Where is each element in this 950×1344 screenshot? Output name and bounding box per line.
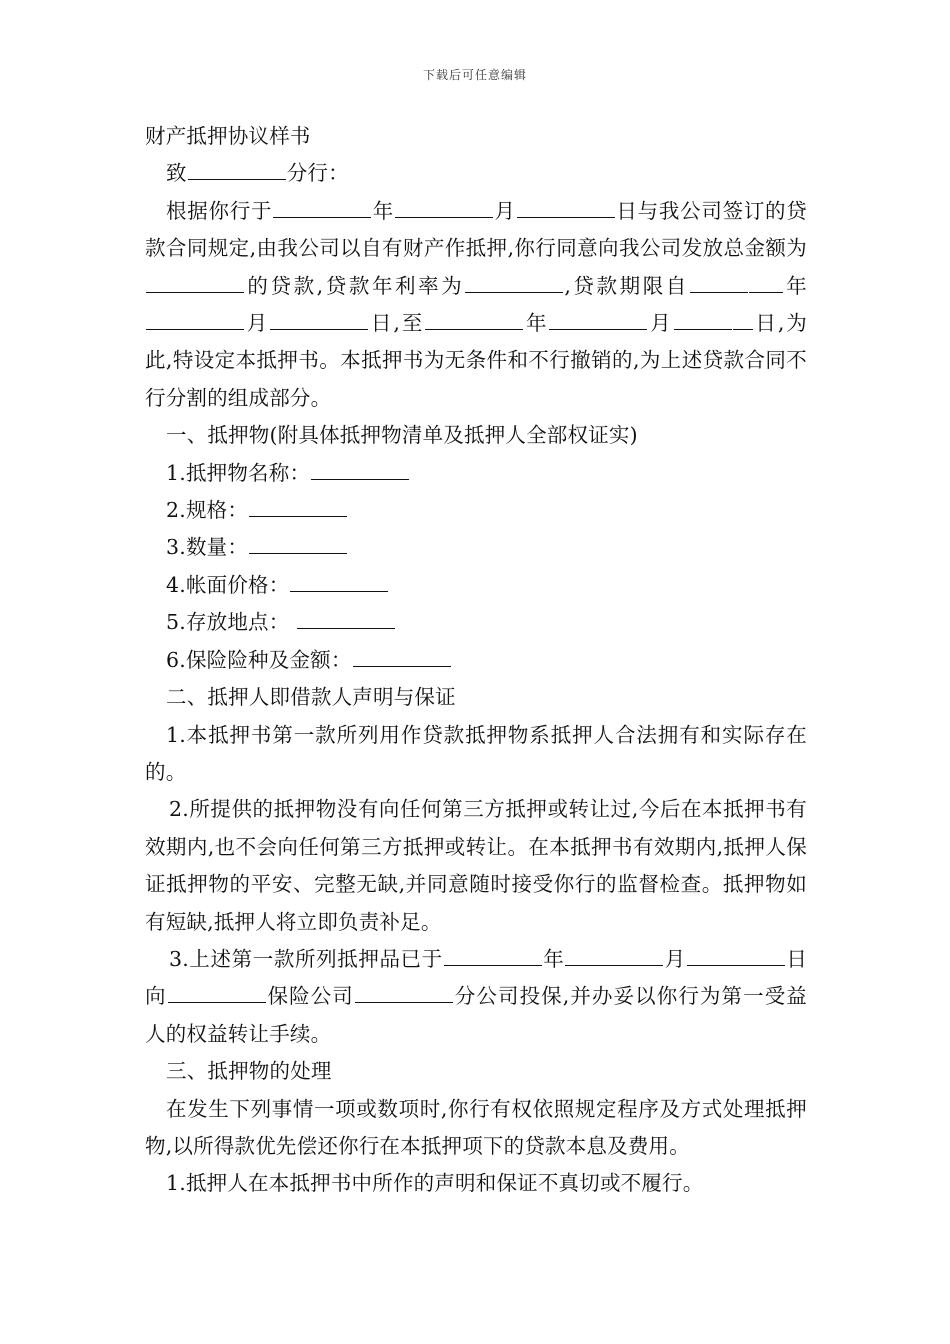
document-body: [145, 118, 807, 1203]
item-insurance: 6.保险险种及金额：: [145, 642, 807, 679]
blank-term-start-year-a[interactable]: [690, 270, 748, 293]
header-note: 下载后可任意编辑: [422, 68, 527, 82]
blank-insurer[interactable]: [168, 980, 266, 1003]
blank-insured-year[interactable]: [444, 943, 542, 966]
blank-sign-year[interactable]: [273, 195, 371, 218]
blank-item-insurance[interactable]: [353, 644, 451, 667]
blank-term-end-day-b[interactable]: [733, 307, 753, 330]
section2-heading: 二、抵押人即借款人声明与保证: [166, 685, 456, 710]
section1-heading: 一、抵押物(附具体抵押物清单及抵押人全部权证实): [166, 423, 638, 448]
section2-clause1: 1.本抵押书第一款所列用作贷款抵押物系抵押人合法拥有和实际存在的。: [145, 722, 807, 784]
item-spec: 2.规格：: [145, 492, 807, 529]
blank-term-end-month[interactable]: [549, 307, 647, 330]
salutation: 致 分行：: [145, 155, 807, 192]
blank-item-quantity[interactable]: [249, 531, 347, 554]
blank-item-name[interactable]: [311, 457, 409, 480]
blank-branch[interactable]: [188, 157, 286, 180]
item-name: 1.抵押物名称：: [145, 455, 807, 492]
blank-item-location[interactable]: [297, 606, 395, 629]
section3-clause1: 1.抵押人在本抵押书中所作的声明和保证不真切或不履行。: [166, 1171, 704, 1196]
document-title: 财产抵押协议样书: [145, 124, 311, 148]
blank-term-end-day-a[interactable]: [674, 307, 732, 330]
blank-item-spec[interactable]: [249, 494, 347, 517]
blank-insured-month[interactable]: [565, 943, 663, 966]
blank-sign-day[interactable]: [517, 195, 615, 218]
blank-insured-day[interactable]: [687, 943, 785, 966]
section2-clause3: 3.上述第一款所列抵押品已于 年 月 日向 保险公司 分公司投保,并办妥以你行为第一受益人的权益转让手续。: [145, 941, 807, 1053]
blank-item-book-value[interactable]: [290, 569, 388, 592]
intro-paragraph: 根据你行于 年 月 日与我公司签订的贷款合同规定,由我公司以自有财产作抵押,你行同意向我公司发放总金额为的贷款,贷款年利率为 ,贷款期限自 年月 日,至 年 月 日,为此,特设定本抵押书。本抵押书为无条件和不行撤销的,为上述贷款合同不行分割的组成部分。: [145, 193, 807, 417]
item-quantity: 3.数量：: [145, 529, 807, 566]
blank-term-start-month[interactable]: [146, 307, 244, 330]
section2-clause2: 2.所提供的抵押物没有向任何第三方抵押或转让过,今后在本抵押书有效期内,也不会向任何第三方抵押或转让。在本抵押书有效期内,抵押人保证抵押物的平安、完整无缺,并同意随时接受你行的监督检查。抵押物如有短缺,抵押人将立即负责补足。: [145, 797, 807, 934]
blank-loan-amount[interactable]: [146, 270, 244, 293]
section3-heading: 三、抵押物的处理: [166, 1059, 332, 1084]
blank-term-end-year[interactable]: [425, 307, 523, 330]
blank-term-start-year-b[interactable]: [749, 270, 783, 293]
blank-interest-rate[interactable]: [465, 270, 563, 293]
section3-intro: 在发生下列事情一项或数项时,你行有权依照规定程序及方式处理抵押物,以所得款优先偿还你行在本抵押项下的贷款本息及费用。: [145, 1096, 807, 1158]
blank-insurer-branch[interactable]: [355, 980, 453, 1003]
blank-term-start-day[interactable]: [270, 307, 368, 330]
blank-sign-month[interactable]: [395, 195, 493, 218]
item-location: 5.存放地点：: [145, 604, 807, 641]
item-book-value: 4.帐面价格：: [145, 567, 807, 604]
